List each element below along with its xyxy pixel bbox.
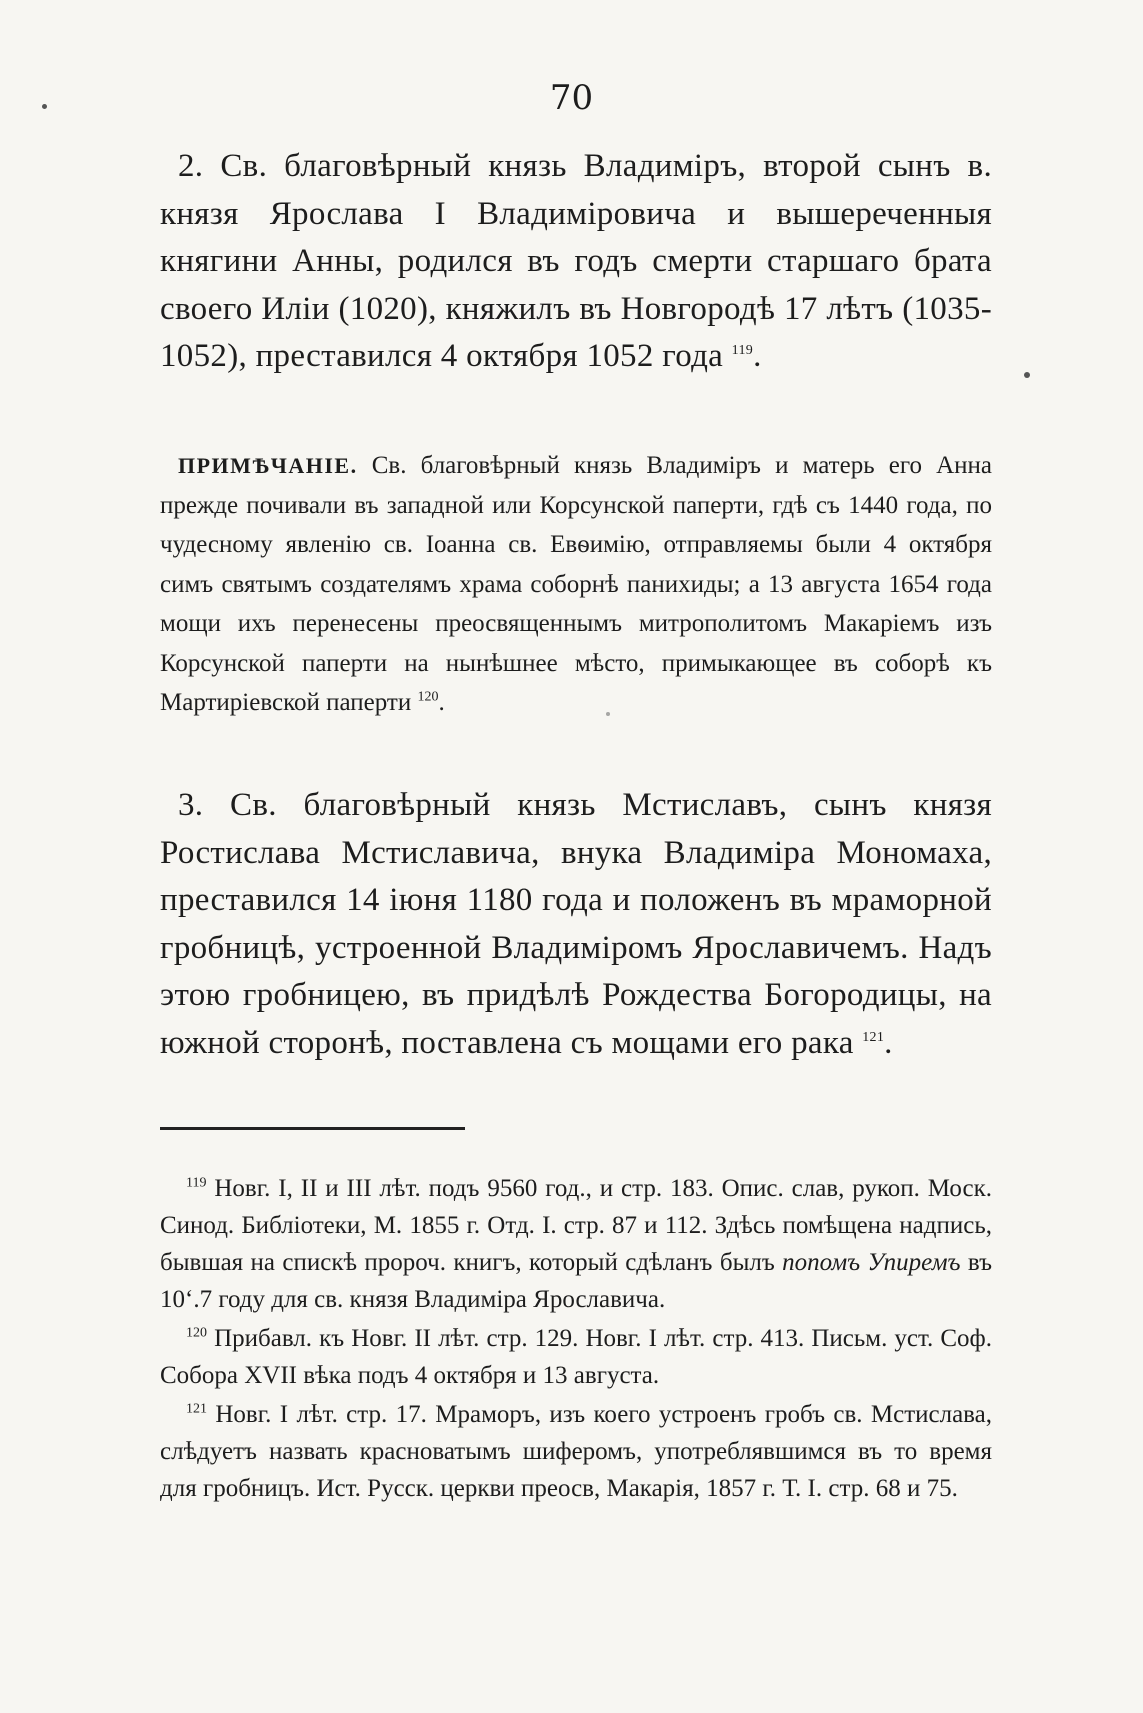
footnote-text: Новг. I, II и III лѣт. подъ 9560 год., и стр. 183. Опис. слав, рукоп. Моск. Синод. Библіотеки, М. 1855 г. Отд. I. стр. 87 и 112. Здѣсь помѣщена надпись, бывшая на спискѣ пророч. книгъ, который сдѣланъ былъ xyxy=(160,1175,993,1276)
footnote-ref: 120 xyxy=(417,689,439,705)
footnote-ref: 121 xyxy=(862,1029,885,1045)
paper-speck xyxy=(42,104,47,109)
note-block xyxy=(160,446,992,723)
paper-speck xyxy=(606,712,610,716)
page-number: 70 xyxy=(549,78,594,118)
footnote-119 xyxy=(160,1170,992,1318)
paragraph-end: . xyxy=(884,1024,893,1061)
paragraph-text: Св. благовѣрный князь Владиміръ, второй сынъ в. князя Ярослава I Владиміровича и вышереченныя княгини Анны, родился въ годъ смерти старшаго брата своего Иліи (1020), княжилъ въ Новгородѣ 17 лѣтъ (1035-1052), преставился 4 октября 1052 года xyxy=(160,148,992,374)
footnote-number: 119 xyxy=(186,1175,207,1191)
footnote-121 xyxy=(160,1396,992,1507)
footnote-separator xyxy=(160,1127,465,1130)
paragraph-end: . xyxy=(753,338,762,374)
note-heading: ПРИМѢЧАНІЕ. xyxy=(178,453,358,478)
footnote-120 xyxy=(160,1320,992,1394)
paragraph-number: 2. xyxy=(178,148,204,184)
footnote-text: Прибавл. къ Новг. II лѣт. стр. 129. Новг. I лѣт. стр. 413. Письм. уст. Соф. Собора XVII вѣка подъ 4 октября и 13 августа. xyxy=(160,1325,992,1389)
paragraph-2 xyxy=(160,143,992,381)
note-end: . xyxy=(438,689,445,716)
footnote-number: 121 xyxy=(186,1401,207,1417)
footnote-number: 120 xyxy=(186,1325,207,1341)
footnote-italic: попомъ Упиремъ xyxy=(782,1249,961,1276)
paper-speck xyxy=(1024,372,1030,378)
paragraph-text: Св. благовѣрный князь Мстиславъ, сынъ князя Ростислава Мстиславича, внука Владиміра Мономаха, преставился 14 іюня 1180 года и положенъ въ мраморной гробницѣ, устроенной Владиміромъ Ярославичемъ. Надъ этою гробницею, въ придѣлѣ Рождества Богородицы, на южной сторонѣ, поставлена съ мощами его рака xyxy=(160,787,992,1061)
paragraph-3 xyxy=(160,782,992,1067)
footnote-text: Новг. I лѣт. стр. 17. Мраморъ, изъ коего устроенъ гробъ св. Мстислава, слѣдуетъ назвать красноватымъ шиферомъ, употреблявшимся въ то время для гробницъ. Ист. Русск. церкви преосв, Макарія, 1857 г. Т. I. стр. 68 и 75. xyxy=(160,1401,993,1502)
paragraph-number: 3. xyxy=(178,787,204,823)
footnotes xyxy=(160,1170,992,1507)
footnote-text-cont: въ 10‘.7 году для св. князя Владиміра Ярославича. xyxy=(160,1249,993,1313)
note-text: Св. благовѣрный князь Владиміръ и матерь его Анна прежде почивали въ западной или Корсунской паперти, гдѣ съ 1440 года, по чудесному явленію св. Іоанна св. Евѳимію, отправляемы были 4 октября симъ святымъ создателямъ храма соборнѣ панихиды; а 13 августа 1654 года мощи ихъ перенесены преосвященнымъ митрополитомъ Макаріемъ изъ Корсунской паперти на нынѣшнее мѣсто, примыкающее въ соборѣ къ Мартиріевской паперти xyxy=(160,452,993,716)
footnote-ref: 119 xyxy=(731,343,754,358)
